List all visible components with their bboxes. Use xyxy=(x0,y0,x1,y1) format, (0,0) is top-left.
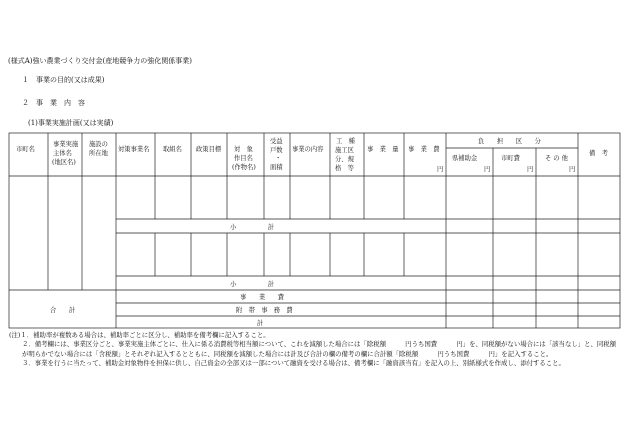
notes xyxy=(9,331,621,369)
header-construction-2: 施工区 xyxy=(335,147,354,154)
section-purpose: １ 事業の目的(又は成果) xyxy=(22,76,105,84)
note-1: (注)１．補助率が複数ある場合は、補助率ごとに区分し、補助率を備考欄に記入すること。 xyxy=(9,331,270,339)
section-content: ２ 事 業 内 容 xyxy=(22,99,85,107)
header-facility-1: 施設の xyxy=(89,141,108,148)
project-cost-label: 事 業 費 xyxy=(240,294,285,301)
note-3: ３．事業を行うに当たって、補助金対象物件を担保に供し、自己資金の全部又は一部について融資を受ける場合は、備考欄に「融資該当有」を記入の上、別紙様式を作成し、添付すること。 xyxy=(22,359,565,368)
header-program: 対策事業名 xyxy=(118,146,150,153)
header-entity-2: 主体名 xyxy=(53,150,72,157)
header-benefit-3: ・ xyxy=(275,155,282,162)
note-2: ２．備考欄には、事業区分ごと、事業実施主体ごとに、仕入に係る消費税等相当額について、これを減額した場合には「除税額 円うち国費 円」を、同税額がない場合には「該当なし」と、同税額が明らかでない場合には「含税額」とそれぞれ記入するとともに、同税額を減額した場合には計及び合計の欄の備考の欄に合計額「除税額 円うち国費 円」を記入すること。 xyxy=(22,340,617,358)
header-construction-3: 分、規 xyxy=(335,156,354,163)
header-facility-2: 所在地 xyxy=(89,150,108,157)
header-entity-3: (地区名) xyxy=(52,159,76,166)
header-cost-unit: 円 xyxy=(437,166,444,173)
header-subject-1: 対 象 xyxy=(234,146,253,153)
subtotal-label-2: 小 計 xyxy=(230,281,275,288)
header-construction-1: 工 種 xyxy=(336,138,355,145)
subtotal-label-1: 小 計 xyxy=(230,224,275,231)
header-entity-1: 事業実施 xyxy=(53,141,79,148)
header-other-unit: 円 xyxy=(569,166,576,173)
header-town-unit: 円 xyxy=(527,166,534,173)
header-city: 市町名 xyxy=(16,146,35,153)
sum-label: 計 xyxy=(257,320,264,327)
header-policy-goal: 政策目標 xyxy=(196,146,222,153)
header-content: 事業の内容 xyxy=(292,146,324,153)
header-other: そ の 他 xyxy=(545,155,568,162)
header-share: 負 担 区 分 xyxy=(478,138,541,145)
section-plan: (1)事業実施計画(又は実績) xyxy=(28,119,114,127)
header-pref-subsidy: 県補助金 xyxy=(452,155,478,162)
header-amount: 事 業 量 xyxy=(367,146,399,153)
header-initiative: 取組名 xyxy=(163,146,182,153)
header-construction-4: 格 等 xyxy=(335,165,354,172)
header-benefit-2: 戸数 xyxy=(270,147,283,154)
header-pref-unit: 円 xyxy=(484,166,491,173)
grand-total-label: 合 計 xyxy=(50,307,76,314)
form-title: (様式A)強い農業づくり交付金(産地競争力の強化関係事業) xyxy=(8,57,192,65)
header-benefit-1: 受益 xyxy=(270,138,283,145)
header-subject-3: (作物名) xyxy=(232,164,256,171)
admin-cost-label: 附 帯 事 務 費 xyxy=(236,307,293,314)
header-remarks: 備 考 xyxy=(589,150,608,157)
header-town-cost: 市町費 xyxy=(501,155,520,162)
header-benefit-4: 面積 xyxy=(270,164,283,171)
header-cost: 事 業 費 xyxy=(408,146,440,153)
header-subject-2: 作目名 xyxy=(234,155,253,162)
